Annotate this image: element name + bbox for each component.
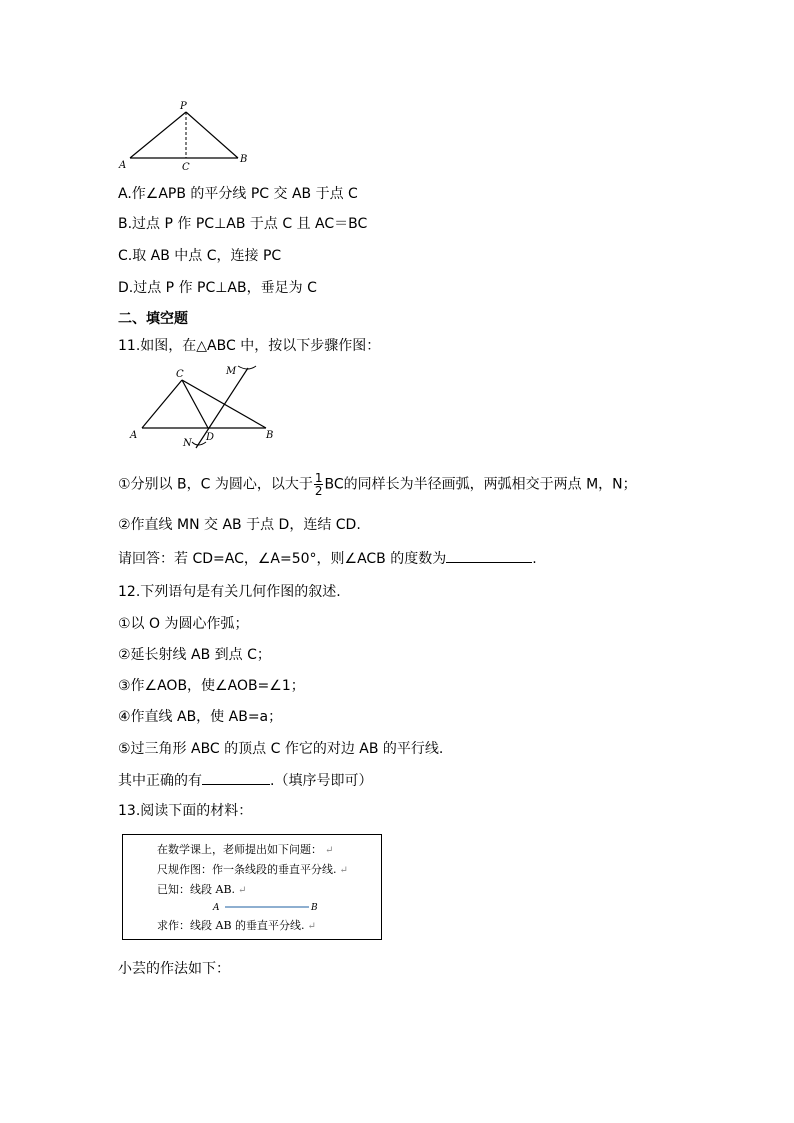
material-line-3-text: 已知：线段 AB. — [157, 883, 236, 896]
segment-label-a: A — [213, 903, 220, 913]
paragraph-mark: ↵ — [307, 921, 316, 932]
label-d: D — [206, 432, 215, 443]
triangle-abc-bisector-figure — [126, 362, 286, 454]
material-line-2 — [157, 863, 348, 878]
q12-item-1: ①以 O 为圆心作弧； — [118, 616, 249, 632]
label-c2: C — [176, 369, 184, 380]
q12-item-4: ④作直线 AB，使 AB=a； — [118, 709, 283, 725]
q12-item-5: ⑤过三角形 ABC 的顶点 C 作它的对边 AB 的平行线. — [118, 741, 444, 757]
material-line-1 — [157, 843, 333, 858]
answer-blank-11[interactable] — [446, 548, 532, 563]
q13-method: 小芸的作法如下： — [118, 961, 230, 977]
label-b2: B — [266, 430, 274, 441]
material-box — [122, 834, 382, 940]
material-line-4-text: 求作：线段 AB 的垂直平分线. — [157, 919, 305, 932]
paragraph-mark: ↵ — [325, 845, 334, 856]
q12-item-2: ②延长射线 AB 到点 C； — [118, 647, 271, 663]
option-c: C.取 AB 中点 C，连接 PC — [118, 248, 282, 264]
triangle-apb-figure — [116, 98, 256, 174]
label-a2: A — [130, 430, 138, 441]
label-a: A — [119, 160, 127, 171]
q13-intro: 13.阅读下面的材料： — [118, 803, 253, 819]
step1-post: BC的同样长为半径画弧，两弧相交于两点 M，N； — [324, 476, 637, 493]
q11-question — [118, 548, 537, 568]
q11-step1 — [118, 472, 637, 497]
label-p: P — [180, 101, 187, 112]
q11-step2: ②作直线 MN 交 AB 于点 D，连结 CD. — [118, 517, 361, 533]
label-m: M — [226, 366, 237, 377]
q12-intro: 12.下列语句是有关几何作图的叙述. — [118, 584, 341, 600]
q12-answer-post: .（填序号即可） — [270, 773, 373, 789]
q12-item-3: ③作∠AOB，使∠AOB=∠1； — [118, 678, 305, 694]
paragraph-mark: ↵ — [238, 885, 247, 896]
label-b: B — [240, 154, 248, 165]
q12-answer — [118, 770, 372, 790]
segment-ab-figure — [211, 899, 351, 917]
fraction-half — [314, 472, 324, 497]
paragraph-mark: ↵ — [339, 865, 348, 876]
step1-pre: ①分别以 B，C 为圆心，以大于 — [118, 476, 313, 493]
material-line-3 — [157, 883, 246, 898]
q11-intro: 11.如图，在△ABC 中，按以下步骤作图： — [118, 338, 381, 354]
answer-blank-12[interactable] — [202, 770, 270, 785]
q12-answer-pre: 其中正确的有 — [118, 773, 202, 789]
option-b: B.过点 P 作 PC⊥AB 于点 C 且 AC＝BC — [118, 216, 368, 232]
segment-label-b: B — [311, 903, 318, 913]
option-d: D.过点 P 作 PC⊥AB，垂足为 C — [118, 280, 317, 296]
label-n: N — [183, 438, 192, 449]
q11-question-end: . — [532, 551, 537, 567]
material-line-2-text: 尺规作图：作一条线段的垂直平分线. — [157, 863, 337, 876]
section-title: 二、填空题 — [118, 311, 188, 327]
material-line-1-text: 在数学课上，老师提出如下问题： — [157, 843, 322, 856]
fraction-numerator: 1 — [314, 471, 323, 485]
fraction-denominator: 2 — [314, 484, 323, 498]
q11-question-text: 请回答：若 CD=AC，∠A=50°，则∠ACB 的度数为 — [118, 551, 447, 567]
option-a: A.作∠APB 的平分线 PC 交 AB 于点 C — [118, 186, 358, 202]
label-c: C — [182, 162, 190, 173]
material-line-4 — [157, 919, 316, 934]
